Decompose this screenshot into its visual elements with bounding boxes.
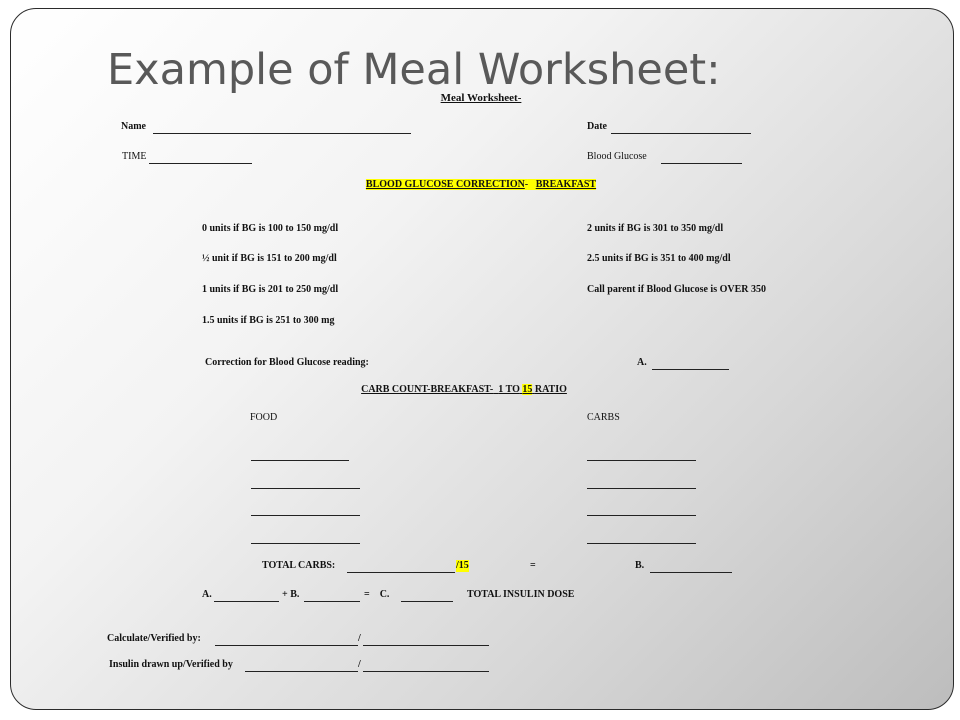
time-line <box>149 163 252 164</box>
equals-sign: = <box>530 560 536 571</box>
calculated-slash: / <box>358 633 361 644</box>
name-label: Name <box>121 121 146 132</box>
formula-plus-b: + B. <box>282 589 300 600</box>
total-insulin-dose-label: TOTAL INSULIN DOSE <box>467 589 575 600</box>
insulin-line-2 <box>363 671 489 672</box>
formula-c-line <box>401 601 453 602</box>
calculated-line-1 <box>215 645 358 646</box>
total-carbs-line <box>347 572 455 573</box>
carb-heading-prefix: CARB COUNT-BREAKFAST- <box>361 384 494 395</box>
calculated-line-2 <box>363 645 489 646</box>
line-b-label: B. <box>635 560 645 571</box>
correction-heading-dash: - <box>524 179 529 190</box>
formula-b-line <box>304 601 360 602</box>
food-line <box>251 543 360 544</box>
date-label: Date <box>587 121 607 132</box>
slide <box>10 8 954 710</box>
carb-ratio-post: RATIO <box>534 384 567 395</box>
line-a-label: A. <box>637 357 647 368</box>
carb-ratio-pre: 1 TO <box>498 384 520 395</box>
carbs-line <box>587 460 696 461</box>
blood-glucose-label: Blood Glucose <box>587 151 647 162</box>
correction-reading-label: Correction for Blood Glucose reading: <box>205 357 369 368</box>
food-line <box>251 488 360 489</box>
formula-a: A. <box>202 589 212 600</box>
formula-equals-c: = C. <box>364 589 390 600</box>
blood-glucose-line <box>661 163 742 164</box>
name-line <box>153 133 411 134</box>
divide-by-15: /15 <box>456 560 469 571</box>
carb-heading <box>361 384 567 396</box>
scale-right-2: 2.5 units if BG is 351 to 400 mg/dl <box>587 253 731 264</box>
scale-right-1: 2 units if BG is 301 to 350 mg/dl <box>587 223 724 234</box>
carbs-line <box>587 515 696 516</box>
total-carbs-label: TOTAL CARBS: <box>262 560 336 571</box>
scale-right-3: Call parent if Blood Glucose is OVER 350 <box>587 284 766 295</box>
line-b <box>650 572 732 573</box>
carb-ratio-num: 15 <box>522 384 533 395</box>
correction-heading-suffix: BREAKFAST <box>535 179 597 190</box>
insulin-verified-label: Insulin drawn up/Verified by <box>109 659 233 670</box>
carbs-header: CARBS <box>587 412 620 423</box>
carbs-line <box>587 488 696 489</box>
insulin-line-1 <box>245 671 358 672</box>
calculated-verified-label: Calculate/Verified by: <box>107 633 201 644</box>
scale-left-3: 1 units if BG is 201 to 250 mg/dl <box>202 284 339 295</box>
time-label: TIME <box>122 151 147 162</box>
scale-left-4: 1.5 units if BG is 251 to 300 mg <box>202 315 335 326</box>
food-line <box>251 460 349 461</box>
slide-title: Example of Meal Worksheet: <box>107 45 721 95</box>
line-a <box>652 369 729 370</box>
formula-a-line <box>214 601 279 602</box>
worksheet-heading: Meal Worksheet- <box>440 92 522 104</box>
food-header: FOOD <box>250 412 278 423</box>
scale-left-2: ½ unit if BG is 151 to 200 mg/dl <box>202 253 337 264</box>
date-line <box>611 133 751 134</box>
correction-heading-prefix: BLOOD GLUCOSE CORRECTION <box>365 179 525 190</box>
correction-heading <box>366 179 596 191</box>
scale-left-1: 0 units if BG is 100 to 150 mg/dl <box>202 223 339 234</box>
carbs-line <box>587 543 696 544</box>
insulin-slash: / <box>358 659 361 670</box>
food-line <box>251 515 360 516</box>
